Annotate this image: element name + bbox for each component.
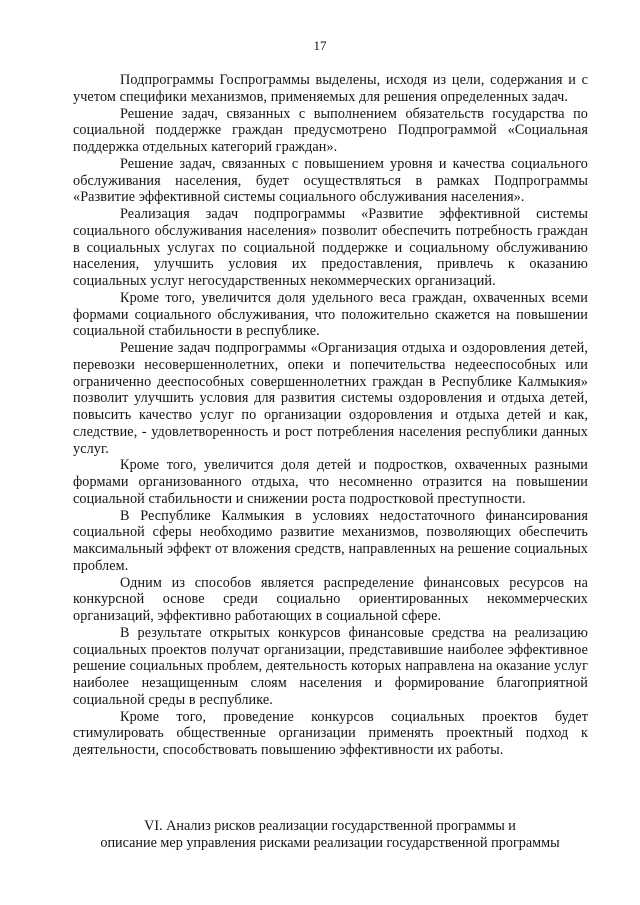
paragraph: Подпрограммы Госпрограммы выделены, исходя из цели, содержания и с учетом специфики механизмов, применяемых для решения определенных задач. [73, 72, 588, 105]
section-heading-line-2: описание мер управления рисками реализации государственной программы [100, 835, 560, 851]
paragraph: Кроме того, увеличится доля удельного веса граждан, охваченных всеми формами социального обслуживания, что положительно скажется на повышении социальной стабильности в республике. [73, 289, 588, 340]
paragraph: Одним из способов является распределение финансовых ресурсов на конкурсной основе среди социально ориентированных некоммерческих организаций, эффективно работающих в социальной сфере. [73, 574, 588, 624]
paragraph: В Республике Калмыкия в условиях недостаточного финансирования социальной сферы необходимо развитие механизмов, позволяющих обеспечить максимальный эффект от вложения средств, направленных на решение социальных проблем. [73, 507, 588, 574]
body-text [73, 72, 588, 759]
paragraph: Кроме того, увеличится доля детей и подростков, охваченных разными формами организованного отдыха, что несомненно отразится на повышении социальной стабильности и снижении роста подростковой преступности. [73, 457, 588, 507]
paragraph: Решение задач, связанных с повышением уровня и качества социального обслуживания населения, будет осуществляться в рамках Подпрограммы «Развитие эффективной системы социального обслуживания населения». [73, 155, 588, 206]
paragraph: Решение задач подпрограммы «Организация отдыха и оздоровления детей, перевозки несовершеннолетних, опеки и попечительства недееспособных или ограниченно дееспособных совершеннолетних граждан в Республике Калмыкия» позволит улучшить условия для развития системы оздоровления и отдыха детей, повысить качество услуг по организации оздоровления и отдыха детей и как, следствие, - удовлетворенность и рост потребления населения республики данных услуг. [73, 340, 588, 457]
section-heading-line-1: VI. Анализ рисков реализации государственной программы и [144, 818, 516, 834]
paragraph: Кроме того, проведение конкурсов социальных проектов будет стимулировать общественные организации применять проектный подход к деятельности, способствовать повышению эффективности их работы. [73, 708, 588, 758]
section-heading [60, 818, 600, 852]
paragraph: Реализация задач подпрограммы «Развитие эффективной системы социального обслуживания населения» позволит обеспечить потребность граждан в социальных услугах по социальной поддержке и социальному обслуживанию населения, улучшить условия их предоставления, привлечь к оказанию социальных услуг негосударственных некоммерческих организаций. [73, 206, 588, 289]
paragraph: Решение задач, связанных с выполнением обязательств государства по социальной поддержке граждан предусмотрено Подпрограммой «Социальная поддержка отдельных категорий граждан». [73, 105, 588, 155]
paragraph: В результате открытых конкурсов финансовые средства на реализацию социальных проектов получат организации, представившие наиболее эффективное решение социальных проблем, деятельность которых направлена на оказание услуг наиболее незащищенным слоям населения и формирование благоприятной социальной среды в республике. [73, 624, 588, 708]
page-number: 17 [313, 38, 327, 53]
